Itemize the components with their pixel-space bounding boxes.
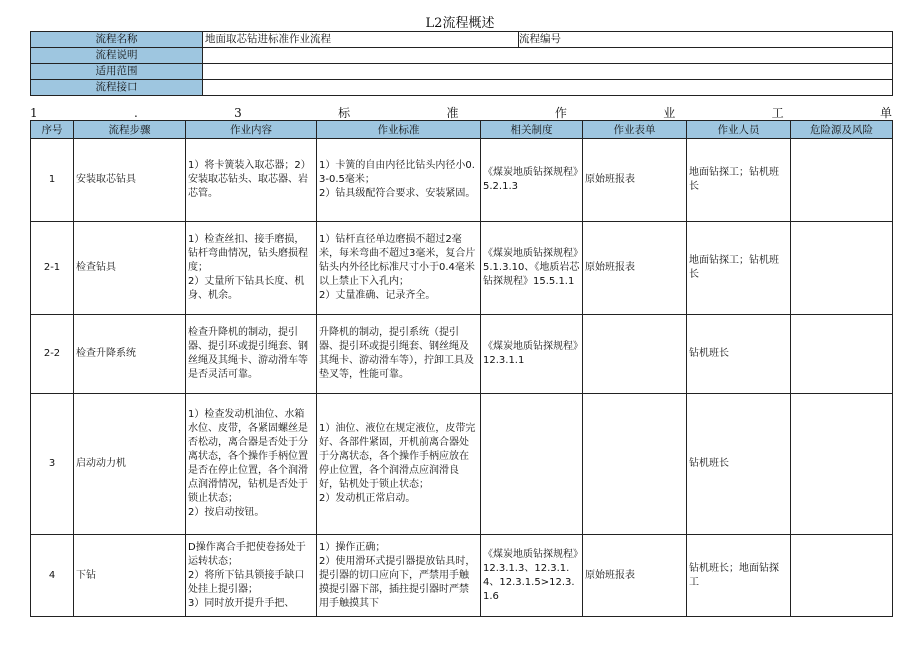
table-header-row: [31, 121, 893, 139]
process-name-value: 地面取芯钻进标准作业流程: [203, 32, 519, 48]
section-heading-char: 单: [879, 106, 892, 120]
cell-staff: 钻机班长；地面钻探工: [687, 535, 791, 617]
section-heading-char: 作: [554, 106, 567, 120]
cell-no: 3: [31, 394, 74, 535]
table-row: [31, 139, 893, 222]
cell-staff: 地面钻探工；钻机班长: [687, 139, 791, 222]
cell-form: [583, 394, 687, 535]
col-risk-header: 危险源及风险: [791, 121, 893, 139]
cell-standard: 升降机的制动，提引系统（提引器、提引环或提引绳套、钢丝绳及其绳卡、游动滑车等），拧卸工具及垫叉等，性能可靠。: [317, 315, 481, 394]
col-form-header: 作业表单: [583, 121, 687, 139]
cell-content: 1）将卡簧装入取芯器；2）安装取芯钻头、取芯器、岩芯管。: [186, 139, 317, 222]
cell-form: 原始班报表: [583, 222, 687, 315]
cell-step: 下钻: [74, 535, 186, 617]
col-step-header: 流程步骤: [74, 121, 186, 139]
cell-rules: 《煤炭地质钻探规程》5.2.1.3: [481, 139, 583, 222]
scope-value: [203, 64, 893, 80]
info-row-name: [31, 32, 893, 48]
cell-staff: 地面钻探工；钻机班长: [687, 222, 791, 315]
cell-standard: 1）卡簧的自由内径比钻头内径小0.3-0.5毫米； 2）钻具级配符合要求、安装紧固。: [317, 139, 481, 222]
table-row: [31, 315, 893, 394]
col-content-header: 作业内容: [186, 121, 317, 139]
section-heading-char: 标: [338, 106, 351, 120]
work-order-table: [30, 120, 893, 617]
table-row: [31, 394, 893, 535]
col-staff-header: 作业人员: [687, 121, 791, 139]
cell-risk: [791, 315, 893, 394]
process-number-cell: [519, 32, 893, 48]
cell-risk: [791, 139, 893, 222]
cell-risk: [791, 535, 893, 617]
section-heading-char: 3: [234, 105, 242, 120]
cell-risk: [791, 222, 893, 315]
cell-no: 1: [31, 139, 74, 222]
process-desc-label: 流程说明: [31, 48, 203, 64]
cell-content: 1）检查发动机油位、水箱水位、皮带，各紧固螺丝是否松动，离合器是否处于分离状态，各个操作手柄位置是否在停止位置，各个润滑点润滑情况，钻机是否处于锁止状态； 2）按启动按钮。: [186, 394, 317, 535]
section-heading: [30, 104, 892, 121]
section-heading-char: .: [133, 105, 138, 120]
interface-label: 流程接口: [31, 80, 203, 96]
cell-standard: 1）操作正确； 2）使用滑环式提引器提放钻具时，提引器的切口应向下，严禁用手触摸提引器下部，插拄提引器时严禁用手触摸其下: [317, 535, 481, 617]
cell-no: 2-1: [31, 222, 74, 315]
table-row: [31, 222, 893, 315]
section-heading-char: 1: [30, 105, 38, 120]
cell-rules: 《煤炭地质钻探规程》12.3.1.1: [481, 315, 583, 394]
col-rules-header: 相关制度: [481, 121, 583, 139]
section-heading-char: 准: [446, 106, 459, 120]
page-title: L2流程概述: [425, 16, 495, 31]
scope-label: 适用范围: [31, 64, 203, 80]
cell-standard: 1）油位、液位在规定液位，皮带完好、各部件紧固，开机前离合器处于分离状态，各个操作手柄应放在停止位置，各个润滑点应润滑良好，钻机处于锁止状态； 2）发动机正常启动。: [317, 394, 481, 535]
info-row-interface: [31, 80, 893, 96]
cell-step: 安装取芯钻具: [74, 139, 186, 222]
cell-step: 检查升降系统: [74, 315, 186, 394]
cell-form: 原始班报表: [583, 535, 687, 617]
table-row: [31, 535, 893, 617]
section-heading-char: 业: [663, 106, 676, 120]
info-row-scope: [31, 64, 893, 80]
cell-content: D操作离合手把使卷扬处于运转状态； 2）将所下钻具锁接手缺口处挂上提引器； 3）同时放开提升手把、: [186, 535, 317, 617]
col-no-header: 序号: [31, 121, 74, 139]
cell-rules: 《煤炭地质钻探规程》5.1.3.10、《地质岩芯钻探规程》15.5.1.1: [481, 222, 583, 315]
cell-staff: 钻机班长: [687, 315, 791, 394]
info-row-desc: [31, 48, 893, 64]
process-name-label: 流程名称: [31, 32, 203, 48]
cell-no: 4: [31, 535, 74, 617]
cell-step: 启动动力机: [74, 394, 186, 535]
cell-content: 检查升降机的制动，提引器、提引环或提引绳套、钢丝绳及其绳卡、游动滑车等是否灵活可靠。: [186, 315, 317, 394]
section-heading-char: 工: [771, 106, 784, 120]
process-info-table: [30, 31, 893, 96]
cell-no: 2-2: [31, 315, 74, 394]
process-number-label: 流程编号: [519, 33, 561, 45]
cell-content: 1）检查丝扣、接手磨损，钻杆弯曲情况，钻头磨损程度； 2）丈量所下钻具长度、机身、机余。: [186, 222, 317, 315]
cell-staff: 钻机班长: [687, 394, 791, 535]
cell-standard: 1）钻杆直径单边磨损不超过2毫米，每米弯曲不超过3毫米，复合片钻头内外径比标准尺寸小于0.4毫米以上禁止下入孔内； 2）丈量准确、记录齐全。: [317, 222, 481, 315]
process-desc-value: [203, 48, 893, 64]
col-standard-header: 作业标准: [317, 121, 481, 139]
cell-risk: [791, 394, 893, 535]
cell-form: 原始班报表: [583, 139, 687, 222]
cell-rules: [481, 394, 583, 535]
interface-value: [203, 80, 893, 96]
cell-step: 检查钻具: [74, 222, 186, 315]
cell-rules: 《煤炭地质钻探规程》12.3.1.3、12.3.1.4、12.3.1.5>12.3.1.6: [481, 535, 583, 617]
cell-form: [583, 315, 687, 394]
